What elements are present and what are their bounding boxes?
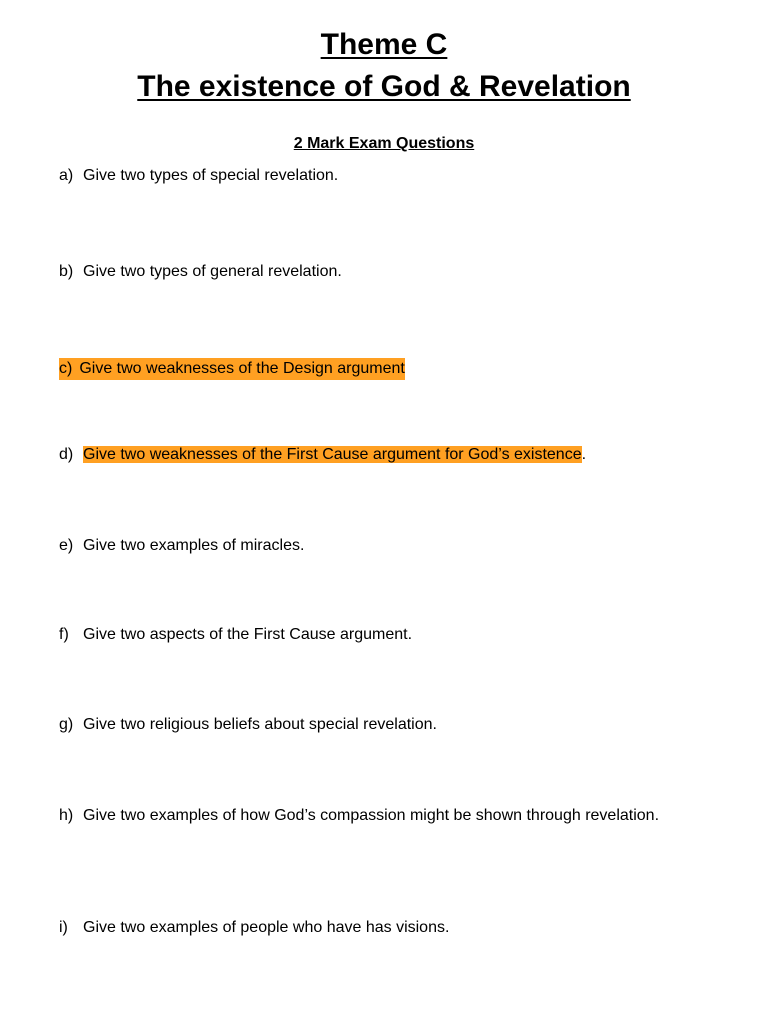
section-subtitle: 2 Mark Exam Questions [293,135,475,152]
question-text: Give two weaknesses of the Design argument [79,360,405,377]
question-h [59,805,659,827]
question-letter: g) [59,716,74,733]
question-letter: c) [59,360,73,377]
question-a [59,165,719,187]
question-text: Give two types of general revelation. [83,263,342,280]
question-f [59,624,719,646]
question-letter: e) [59,537,74,554]
question-text: Give two aspects of the First Cause argument. [83,626,413,643]
question-letter: h) [59,807,74,824]
question-letter: a) [59,167,74,184]
title-theme: Theme C [320,28,448,61]
question-letter: d) [59,446,74,463]
question-letter: i) [59,919,68,936]
question-text: Give two examples of how God’s compassion might be shown through revelation. [83,807,660,824]
highlighted-question-text: Give two weaknesses of the First Cause argument for God’s existence [83,446,582,463]
highlight-mark [59,358,405,380]
question-b [59,261,719,283]
question-c [59,358,719,380]
question-text: Give two examples of miracles. [83,537,305,554]
question-trailing: . [581,446,587,463]
question-text: Give two types of special revelation. [83,167,339,184]
question-d [59,444,719,466]
question-i [59,917,719,939]
question-letter: b) [59,263,74,280]
question-g [59,714,719,736]
question-text: Give two religious beliefs about special revelation. [83,716,437,733]
title-topic: The existence of God & Revelation [137,70,631,103]
question-letter: f) [59,626,69,643]
question-e [59,535,719,557]
question-text: Give two examples of people who have has visions. [83,919,450,936]
